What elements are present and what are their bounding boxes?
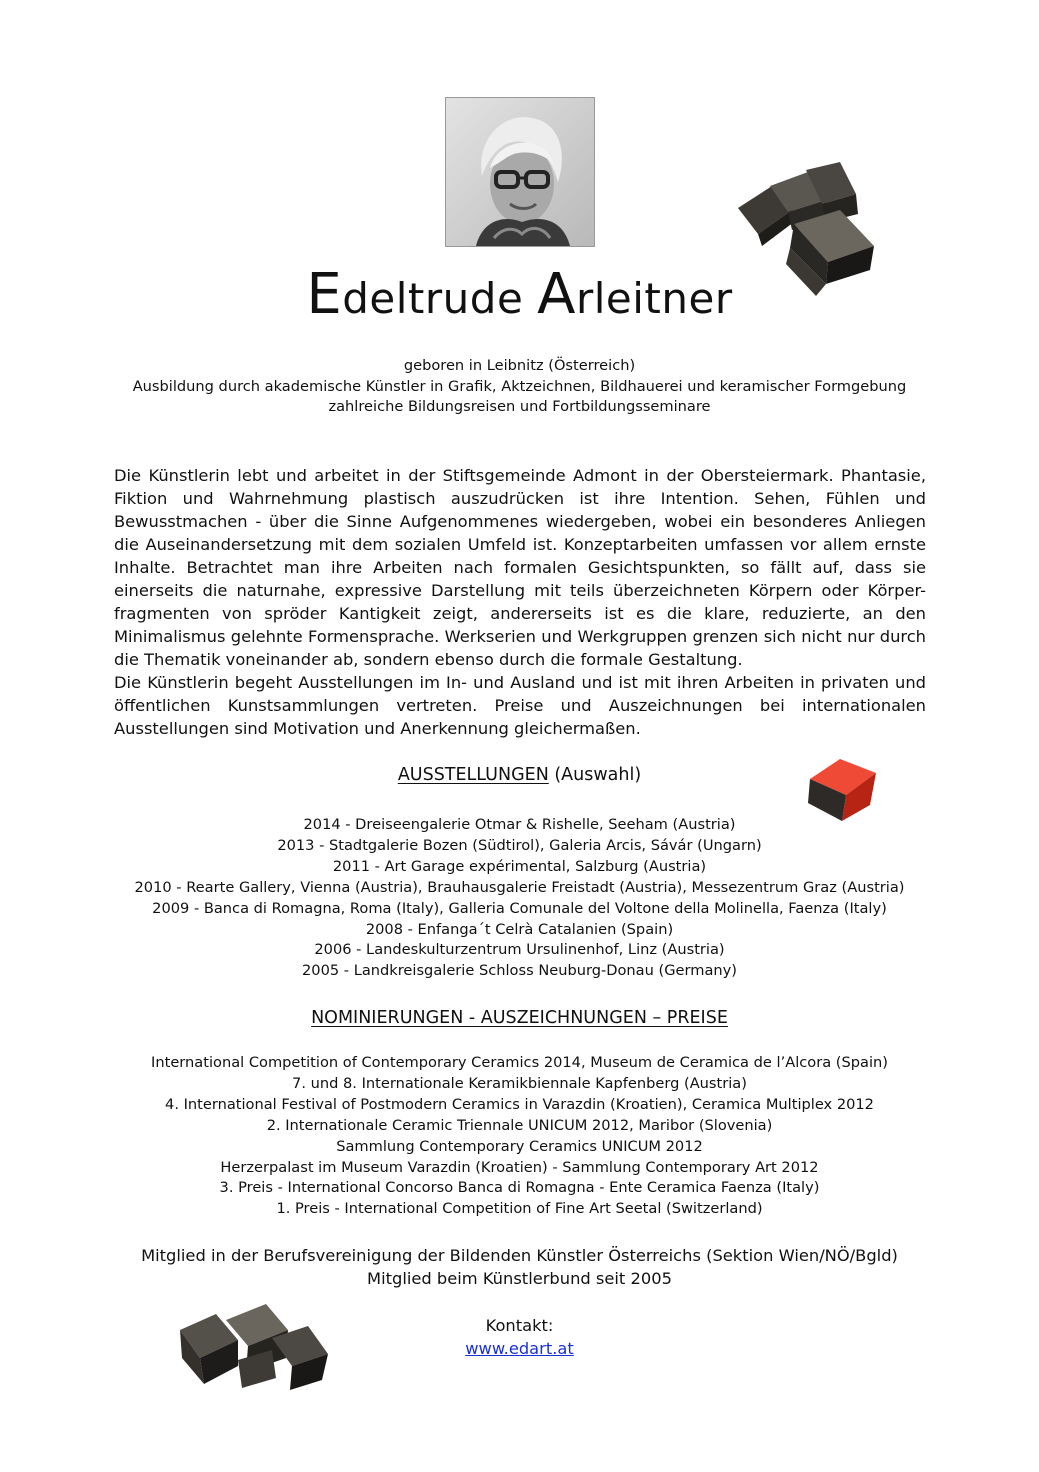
award-item: 2. Internationale Ceramic Triennale UNICUM 2012, Maribor (Slovenia)	[266, 1116, 773, 1134]
exhibition-item: 2008 - Enfanga´t Celrà Catalanien (Spain)	[365, 920, 674, 938]
name-last-initial: A	[537, 262, 576, 327]
awards-title: NOMINIERUNGEN - AUSZEICHNUNGEN – PREISE	[311, 1008, 728, 1028]
name-first-rest: deltrude	[342, 274, 524, 323]
award-item: 3. Preis - International Concorso Banca di Romagna - Ente Ceramica Faenza (Italy)	[219, 1179, 820, 1197]
membership-block	[60, 1244, 979, 1290]
exhibition-item: 2005 - Landkreisgalerie Schloss Neuburg-Donau (Germany)	[302, 962, 737, 980]
awards-list	[60, 1053, 979, 1220]
artist-name	[0, 262, 1039, 327]
award-item: 7. und 8. Internationale Keramikbiennale Kapfenberg (Austria)	[292, 1074, 747, 1092]
award-item: Sammlung Contemporary Ceramics UNICUM 2012	[336, 1137, 703, 1155]
name-last-rest: rleitner	[575, 274, 733, 323]
intro-line: geboren in Leibnitz (Österreich)	[403, 357, 636, 374]
intro-line: zahlreiche Bildungsreisen und Fortbildungsseminare	[328, 398, 711, 415]
portrait-photo	[445, 97, 595, 247]
awards-heading	[0, 1008, 1039, 1028]
membership-line: Mitglied beim Künstlerbund seit 2005	[367, 1269, 672, 1288]
exhibition-item: 2006 - Landeskulturzentrum Ursulinenhof, Linz (Austria)	[314, 941, 725, 959]
name-first-initial: E	[306, 262, 343, 327]
exhibitions-title-suffix: (Auswahl)	[548, 765, 642, 785]
exhibition-item: 2010 - Rearte Gallery, Vienna (Austria), Brauhausgalerie Freistadt (Austria), Messezentrum Graz (Austria)	[134, 878, 905, 896]
bio-paragraph: Die Künstlerin lebt und arbeitet in der Stiftsgemeinde Admont in der Obersteiermark. Phantasie, Fiktion und Wahrnehmung plastisch auszudrücken ist ihre Intention. Sehen, Fühlen und Bewusstmachen - über die Sinne Aufgenommenes wiedergeben, wobei ein besonderes Anliegen die Auseinandersetzung mit dem sozialen Umfeld ist. Konzeptarbeiten umfassen vor allem ernste Inhalte. Betrachtet man ihre Arbeiten nach formalen Gesichtspunkten, so fällt auf, dass sie einerseits die naturnahe, expressive Darstellung mit teils überzeichneten Körpern oder Körper-fragmenten von spröder Kantigkeit zeigt, andererseits ist es die klare, reduzierte, an den Minimalismus gelehnte Formensprache. Werkserien und Werkgruppen grenzen sich nicht nur durch die Thematik voneinander ab, sondern ebenso durch die formale Gestaltung.	[114, 466, 926, 669]
award-item: International Competition of Contemporary Ceramics 2014, Museum de Ceramica de l’Alcora (Spain)	[151, 1054, 888, 1071]
exhibition-item: 2014 - Dreiseengalerie Otmar & Rishelle, Seeham (Austria)	[303, 816, 736, 833]
exhibition-item: 2009 - Banca di Romagna, Roma (Italy), Galleria Comunale del Voltone della Molinella, Faenza (Italy)	[152, 899, 887, 917]
contact-label: Kontakt:	[485, 1316, 554, 1335]
contact-block	[60, 1314, 979, 1360]
award-item: Herzerpalast im Museum Varazdin (Kroatien) - Sammlung Contemporary Art 2012	[220, 1158, 819, 1176]
website-link[interactable]: www.edart.at	[465, 1339, 574, 1358]
exhibitions-heading	[0, 765, 1039, 785]
intro-line: Ausbildung durch akademische Künstler in Grafik, Aktzeichnen, Bildhauerei und keramischer Formgebung	[132, 377, 907, 395]
portrait-illustration	[446, 98, 594, 246]
award-item: 4. International Festival of Postmodern Ceramics in Varazdin (Kroatien), Ceramica Multiplex 2012	[165, 1095, 874, 1113]
exhibitions-title: AUSSTELLUNGEN	[397, 765, 549, 785]
exhibition-item: 2011 - Art Garage expérimental, Salzburg (Austria)	[332, 857, 707, 875]
intro-block	[60, 356, 979, 418]
biography	[114, 464, 926, 740]
bio-paragraph: Die Künstlerin begeht Ausstellungen im In- und Ausland und ist mit ihren Arbeiten in privaten und öffentlichen Kunstsammlungen vertreten. Preise und Auszeichnungen bei internationalen Ausstellungen sind Motivation und Anerkennung gleichermaßen.	[114, 673, 926, 738]
exhibitions-list	[60, 815, 979, 982]
exhibition-item: 2013 - Stadtgalerie Bozen (Südtirol), Galeria Arcis, Sávár (Ungarn)	[277, 836, 762, 854]
award-item: 1. Preis - International Competition of Fine Art Seetal (Switzerland)	[276, 1200, 763, 1218]
membership-line: Mitglied in der Berufsvereinigung der Bildenden Künstler Österreichs (Sektion Wien/NÖ/Bgld)	[141, 1246, 898, 1265]
